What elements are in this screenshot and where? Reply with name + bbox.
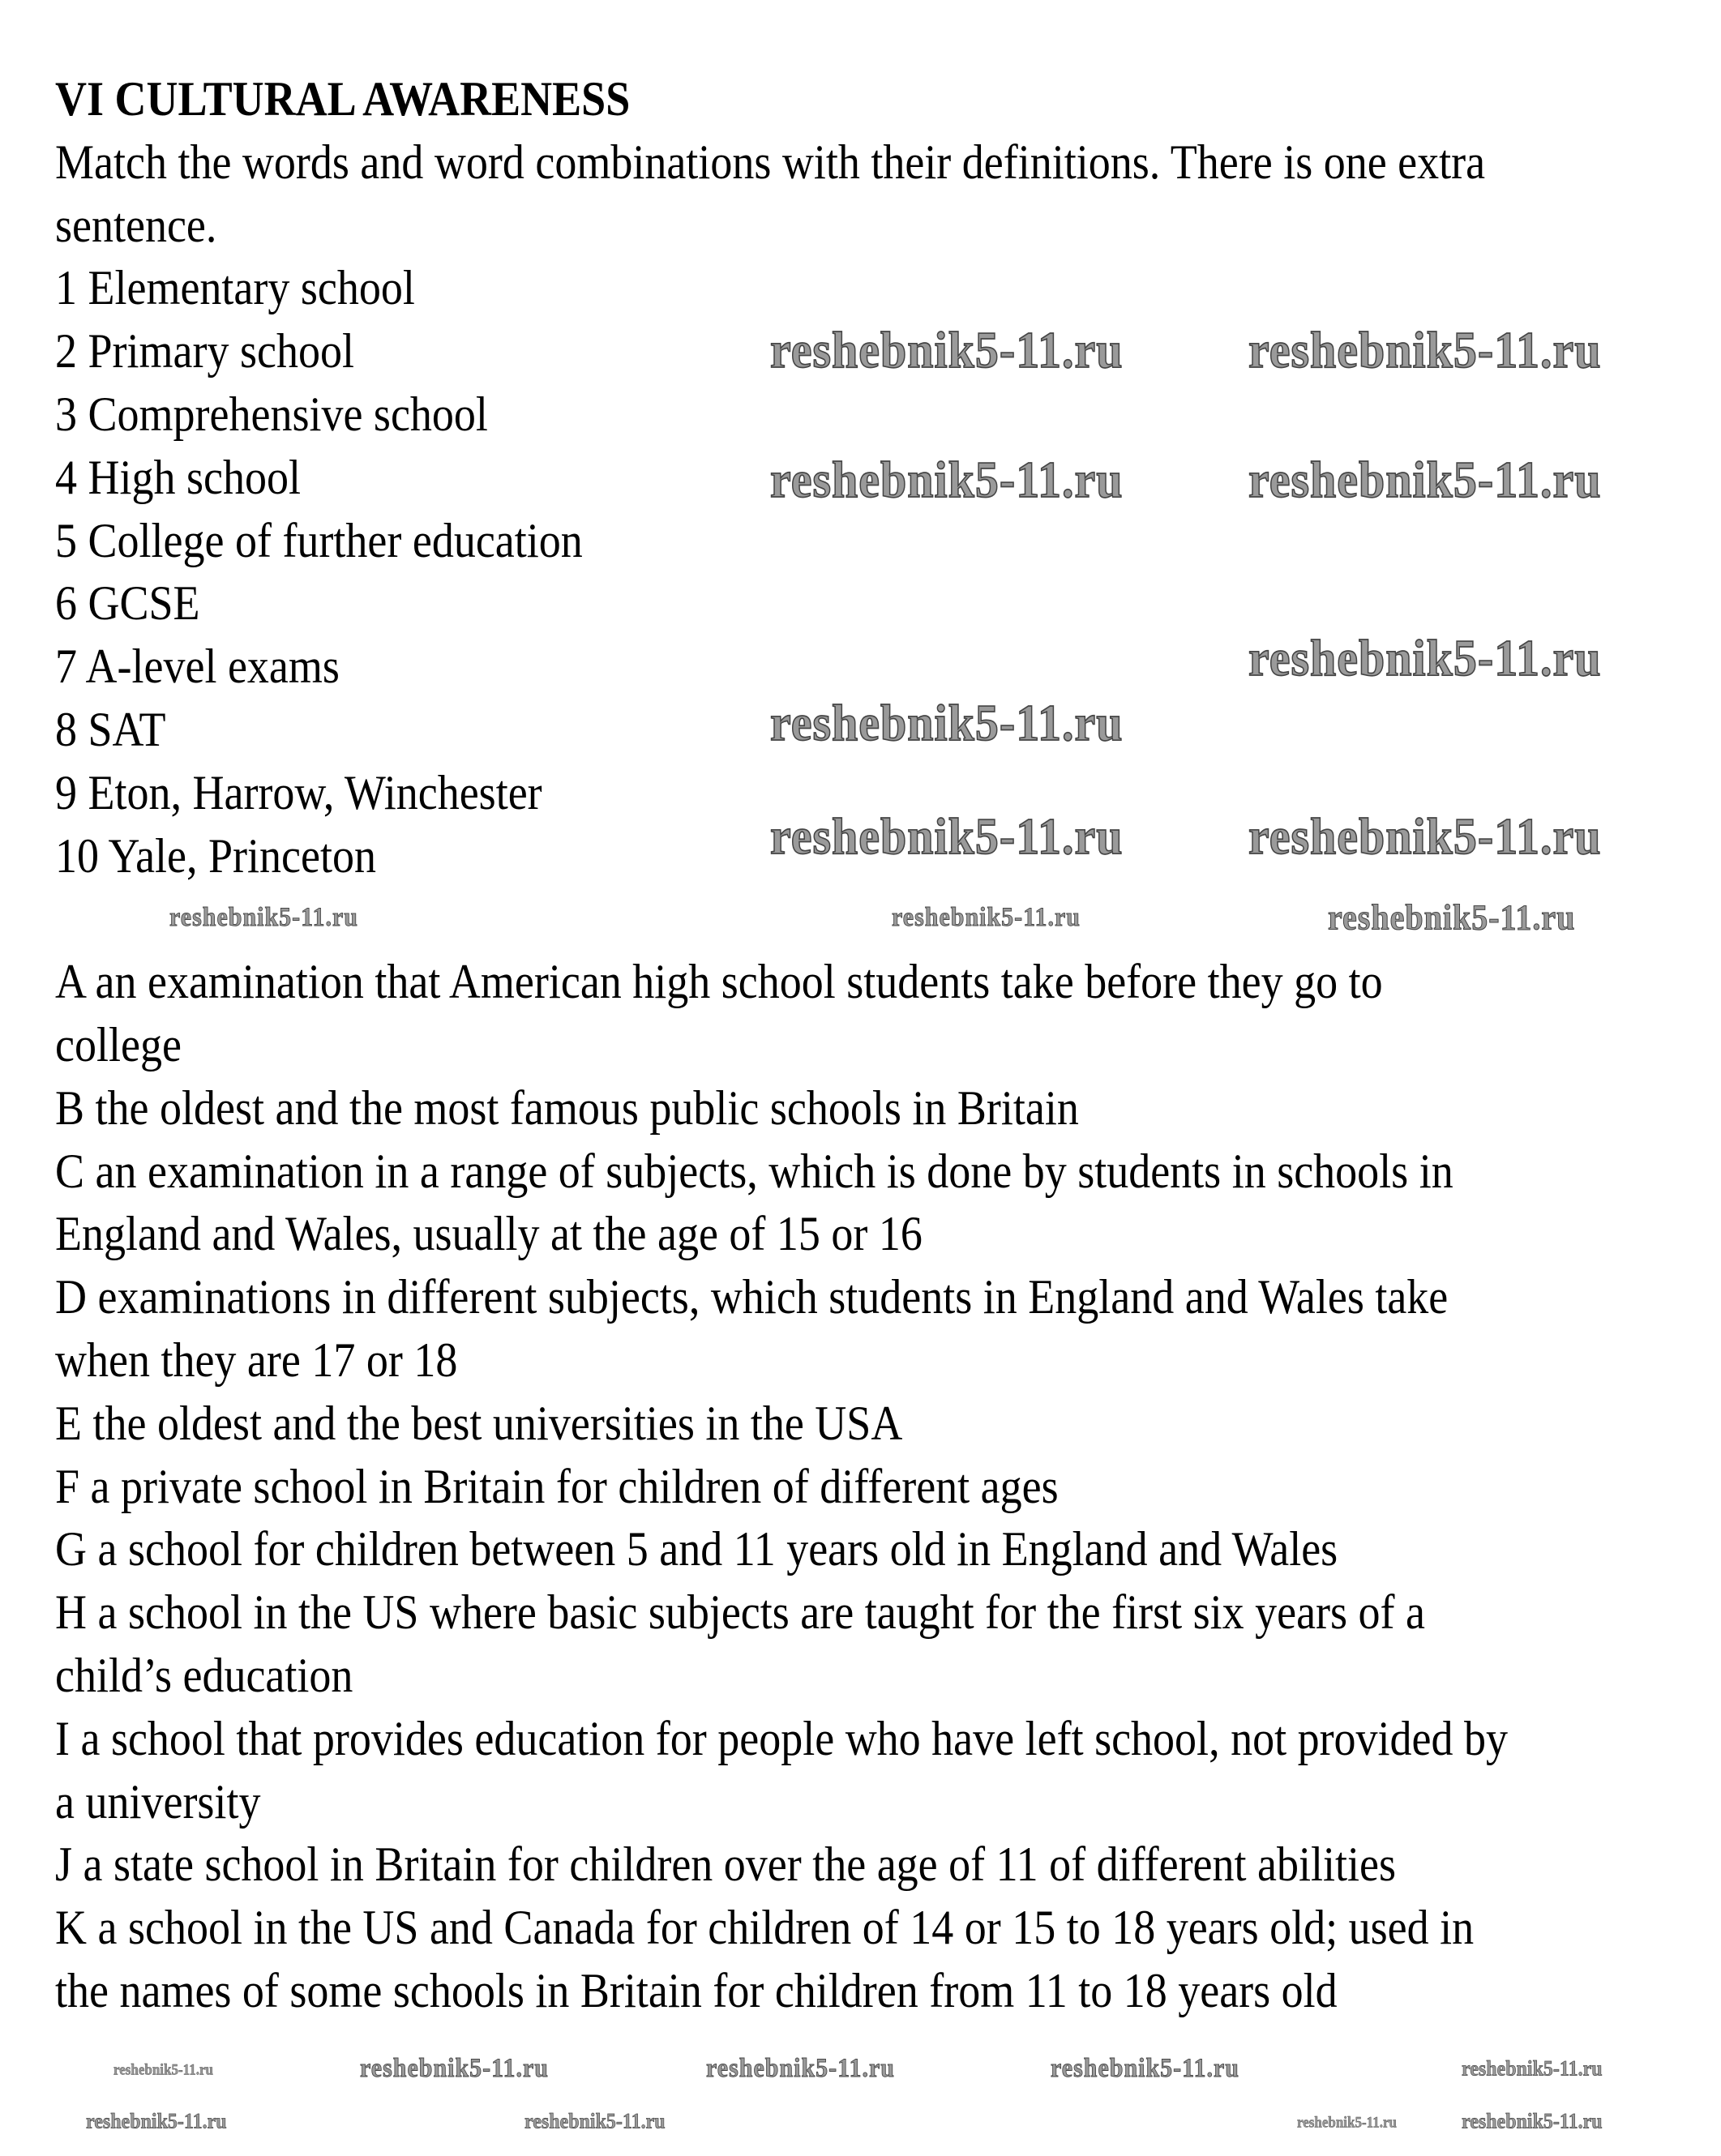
definition-line: K a school in the US and Canada for children of 14 or 15 to 18 years old; used in [55, 1900, 1475, 1955]
watermark: reshebnik5-11.ru [1462, 2057, 1603, 2081]
watermark: reshebnik5-11.ru [360, 2053, 549, 2083]
section-title: VI CULTURAL AWARENESS [55, 71, 631, 126]
term-item: 7 A-level exams [55, 639, 340, 694]
term-item: 9 Eton, Harrow, Winchester [55, 765, 542, 820]
definition-line: A an examination that American high school students take before they go to [55, 954, 1383, 1009]
watermark: reshebnik5-11.ru [892, 902, 1081, 932]
definition-line: I a school that provides education for people who have left school, not provided by [55, 1711, 1509, 1766]
definition-line: when they are 17 or 18 [55, 1333, 458, 1388]
watermark: reshebnik5-11.ru [770, 450, 1124, 509]
watermark: reshebnik5-11.ru [1462, 2110, 1603, 2134]
watermark: reshebnik5-11.ru [770, 320, 1124, 379]
definition-line: H a school in the US where basic subjects are taught for the first six years of a [55, 1585, 1426, 1640]
term-item: 4 High school [55, 450, 301, 505]
watermark: reshebnik5-11.ru [1248, 806, 1602, 866]
term-item: 6 GCSE [55, 575, 200, 631]
term-item: 10 Yale, Princeton [55, 828, 376, 883]
watermark: reshebnik5-11.ru [86, 2110, 227, 2134]
definition-line: the names of some schools in Britain for children from 11 to 18 years old [55, 1963, 1338, 2018]
watermark: reshebnik5-11.ru [1051, 2053, 1239, 2083]
definition-line: child’s education [55, 1648, 353, 1703]
watermark: reshebnik5-11.ru [1248, 320, 1602, 379]
term-item: 1 Elementary school [55, 260, 415, 315]
watermark: reshebnik5-11.ru [1248, 628, 1602, 687]
definition-line: J a state school in Britain for children over the age of 11 of different abilities [55, 1837, 1396, 1892]
definition-line: E the oldest and the best universities in the USA [55, 1396, 903, 1451]
watermark: reshebnik5-11.ru [524, 2110, 666, 2134]
watermark: reshebnik5-11.ru [113, 2060, 213, 2078]
watermark: reshebnik5-11.ru [1297, 2113, 1397, 2131]
definition-line: a university [55, 1773, 261, 1829]
watermark: reshebnik5-11.ru [1248, 450, 1602, 509]
watermark: reshebnik5-11.ru [1328, 896, 1576, 938]
term-item: 5 College of further education [55, 512, 583, 568]
definition-line: B the oldest and the most famous public schools in Britain [55, 1080, 1079, 1136]
watermark: reshebnik5-11.ru [706, 2053, 895, 2083]
watermark: reshebnik5-11.ru [770, 693, 1124, 752]
term-item: 2 Primary school [55, 323, 354, 379]
definition-line: England and Wales, usually at the age of 15 or 16 [55, 1206, 923, 1261]
definition-line: C an examination in a range of subjects, which is done by students in schools in [55, 1143, 1453, 1199]
definition-line: F a private school in Britain for children of different ages [55, 1458, 1059, 1514]
instruction-line: Match the words and word combinations with their definitions. There is one extra [55, 135, 1486, 190]
instruction-line: sentence. [55, 197, 217, 253]
term-item: 8 SAT [55, 702, 166, 757]
term-item: 3 Comprehensive school [55, 387, 488, 442]
watermark: reshebnik5-11.ru [169, 902, 358, 932]
definition-line: G a school for children between 5 and 11 years old in England and Wales [55, 1521, 1338, 1576]
definition-line: college [55, 1017, 182, 1072]
watermark: reshebnik5-11.ru [770, 806, 1124, 866]
definition-line: D examinations in different subjects, which students in England and Wales take [55, 1269, 1449, 1324]
